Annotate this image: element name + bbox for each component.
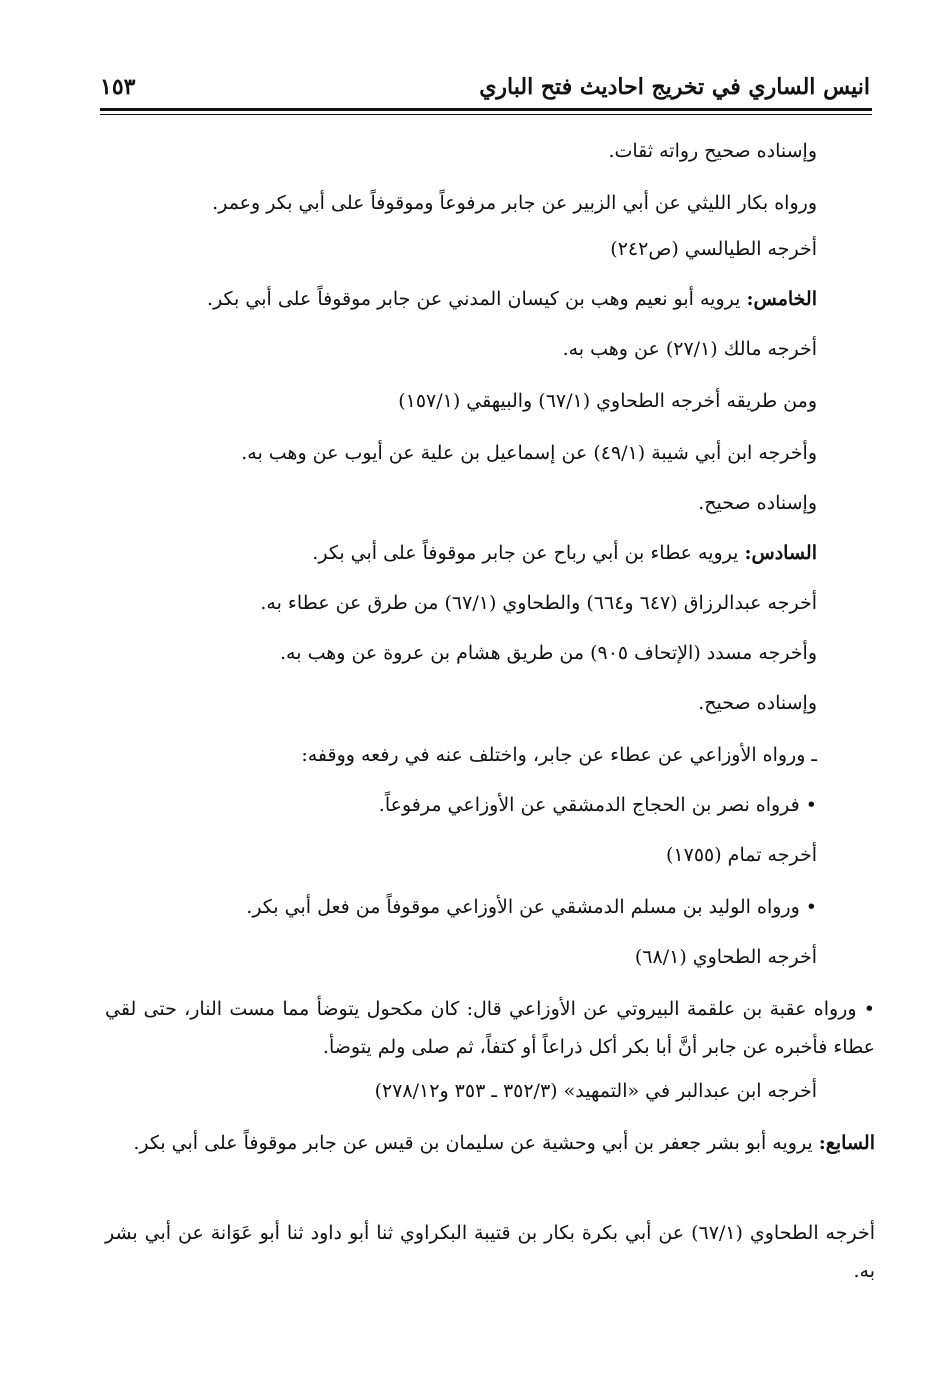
bullet-paragraph: • ورواه عقبة بن علقمة البيروتي عن الأوزاعي قال: كان مكحول يتوضأ مما مست النار، حتى لقي عطاء فأخبره عن جابر أنَّ أبا بكر أكل ذراعاً أو كتفاً، ثم صلى ولم يتوضأ.	[105, 998, 875, 1058]
text-line: وأخرجه مسدد (الإتحاف ٩٠٥) من طريق هشام بن عروة عن وهب به.	[280, 642, 817, 664]
header-rule-thick	[100, 108, 872, 111]
text-line: ورواه بكار الليثي عن أبي الزبير عن جابر مرفوعاً وموقوفاً على أبي بكر وعمر.	[212, 192, 817, 214]
text-line: ومن طريقه أخرجه الطحاوي (٦٧/١) والبيهقي (١٥٧/١)	[398, 390, 817, 412]
section-text: يرويه أبو نعيم وهب بن كيسان المدني عن جابر موقوفاً على أبي بكر.	[207, 288, 747, 310]
text-line: أخرجه عبدالرزاق (٦٤٧ و٦٦٤) والطحاوي (٦٧/١) من طرق عن عطاء به.	[260, 592, 817, 614]
text-line: وأخرجه ابن أبي شيبة (٤٩/١) عن إسماعيل بن علية عن أيوب عن وهب به.	[241, 442, 817, 464]
text-line	[312, 540, 817, 566]
section-paragraph	[105, 1124, 875, 1162]
text-line: وإسناده صحيح.	[698, 492, 817, 514]
text-line: وإسناده صحيح رواته ثقات.	[608, 140, 817, 162]
bullet-line: • ورواه الوليد بن مسلم الدمشقي عن الأوزاعي موقوفاً من فعل أبي بكر.	[246, 896, 817, 918]
text-line: أخرجه الطحاوي (٦٨/١)	[634, 946, 817, 968]
text-line: أخرجه الطيالسي (ص٢٤٢)	[610, 238, 817, 260]
text-line: وإسناده صحيح.	[698, 692, 817, 714]
text-line: أخرجه مالك (٢٧/١) عن وهب به.	[562, 338, 817, 360]
running-header	[100, 68, 870, 108]
header-rule-thin	[100, 114, 872, 115]
text-paragraph: أخرجه الطحاوي (٦٧/١) عن أبي بكرة بكار بن قتيبة البكراوي ثنا أبو داود ثنا أبو عَوَانة عن أبي بشر به.	[105, 1222, 875, 1282]
book-title: انيس الساري في تخريج احاديث فتح الباري	[479, 74, 870, 100]
section-label: الخامس:	[746, 288, 817, 310]
section-text: يرويه عطاء بن أبي رباح عن جابر موقوفاً على أبي بكر.	[312, 542, 745, 564]
text-line: أخرجه تمام (١٧٥٥)	[665, 844, 817, 866]
text-line: ـ ورواه الأوزاعي عن عطاء عن جابر، واختلف عنه في رفعه ووقفه:	[301, 744, 817, 766]
section-label: السابع:	[818, 1132, 875, 1154]
bullet-line: • فرواه نصر بن الحجاج الدمشقي عن الأوزاعي مرفوعاً.	[378, 794, 817, 816]
text-line	[207, 286, 817, 312]
page-number: ١٥٣	[100, 74, 136, 100]
text-line: أخرجه ابن عبدالبر في «التمهيد» (٣٥٢/٣ ـ ٣٥٣ و٢٧٨/١٢)	[374, 1080, 817, 1102]
section-text: يرويه أبو بشر جعفر بن أبي وحشية عن سليمان بن قيس عن جابر موقوفاً على أبي بكر.	[133, 1132, 819, 1154]
section-label: السادس:	[744, 542, 817, 564]
